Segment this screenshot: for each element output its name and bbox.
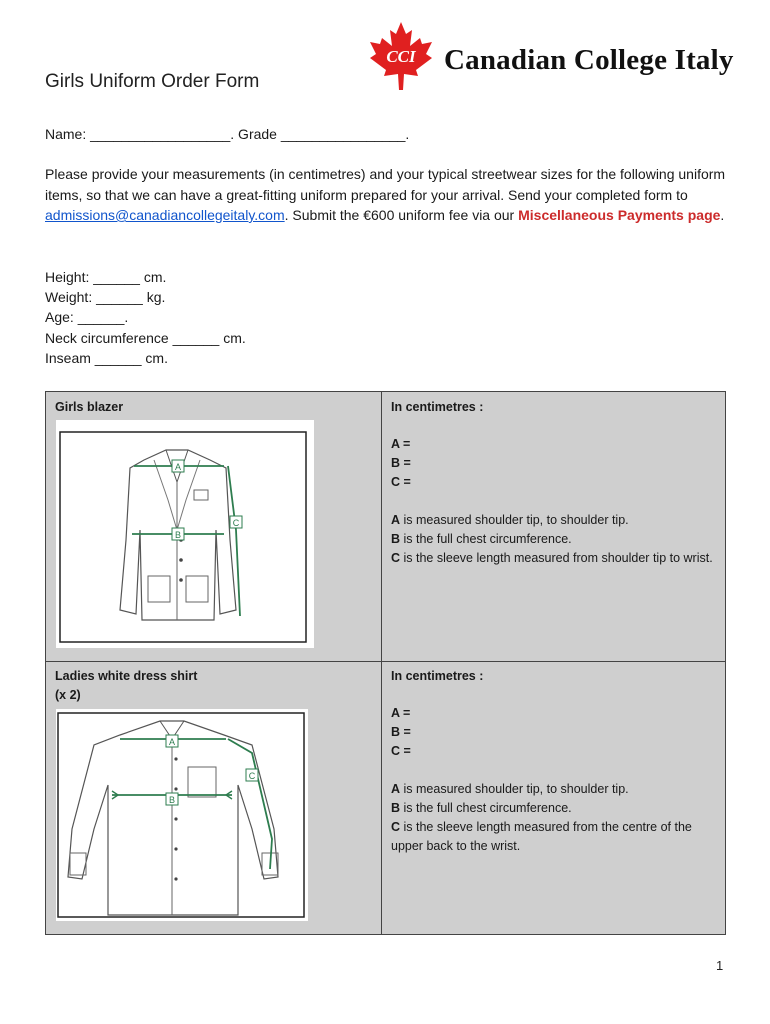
- desc-b-key: B: [391, 532, 401, 546]
- a-value: A =: [391, 706, 411, 720]
- measure-heading: In centimetres :: [391, 400, 484, 414]
- page-number: 1: [716, 958, 724, 973]
- b-value: B =: [391, 725, 411, 739]
- c-value: C =: [391, 744, 411, 758]
- desc-a: is measured shoulder tip, to shoulder tip.: [400, 782, 629, 796]
- a-value: A =: [391, 437, 411, 451]
- intro-paragraph: [45, 164, 735, 226]
- intro-text-2: . Submit the €600 uniform fee via our: [284, 207, 519, 223]
- blazer-illustration: [56, 420, 314, 648]
- intro-text-3: .: [720, 207, 725, 223]
- miscellaneous-payments-link[interactable]: Miscellaneous Payments page: [518, 207, 721, 223]
- marker-c: C: [232, 518, 240, 528]
- measure-heading: In centimetres :: [391, 669, 484, 683]
- marker-b: B: [168, 795, 176, 805]
- desc-a-key: A: [391, 513, 401, 527]
- shirt-diagram: [56, 709, 308, 921]
- blazer-diagram: [56, 420, 314, 648]
- desc-c-key: C: [391, 820, 401, 834]
- desc-b-key: B: [391, 801, 401, 815]
- marker-c: C: [248, 771, 256, 781]
- name-grade-line: Name: __________________. Grade ________________.: [45, 126, 410, 142]
- marker-b: B: [174, 530, 182, 540]
- desc-b: is the full chest circumference.: [400, 532, 572, 546]
- admissions-email-link[interactable]: admissions@canadiancollegeitaly.com: [45, 207, 285, 223]
- b-value: B =: [391, 456, 411, 470]
- logo-badge: CCI: [386, 47, 416, 66]
- shirt-illustration: [56, 709, 308, 921]
- form-title: Girls Uniform Order Form: [45, 71, 260, 92]
- desc-c: is the sleeve length measured from shoulder tip to wrist.: [400, 551, 713, 565]
- intro-text-1: Please provide your measurements (in centimetres) and your typical streetwear sizes for the following uniform items, so that we can have a great-fitting uniform prepared for your arrival. Send your completed form to: [45, 166, 726, 203]
- table-row-blazer: [46, 392, 725, 662]
- measure-description: [391, 511, 721, 568]
- neck-field: Neck circumference ______ cm.: [45, 330, 246, 346]
- marker-a: A: [174, 462, 182, 472]
- maple-leaf-icon: [368, 20, 434, 92]
- inseam-field: Inseam ______ cm.: [45, 350, 168, 366]
- table-row-shirt: [46, 663, 725, 934]
- desc-c-key: C: [391, 551, 401, 565]
- weight-field: Weight: ______ kg.: [45, 289, 166, 305]
- college-name: Canadian College Italy: [444, 44, 734, 76]
- uniform-table: [45, 391, 726, 935]
- c-value: C =: [391, 475, 411, 489]
- marker-a: A: [168, 737, 176, 747]
- measure-description: [391, 780, 721, 856]
- item-label: Ladies white dress shirt: [55, 669, 198, 683]
- desc-a: is measured shoulder tip, to shoulder tip.: [400, 513, 629, 527]
- college-logo: [368, 20, 734, 92]
- desc-a-key: A: [391, 782, 401, 796]
- item-quantity: (x 2): [55, 688, 81, 702]
- desc-c: is the sleeve length measured from the centre of the upper back to the wrist.: [391, 820, 692, 853]
- item-label: Girls blazer: [55, 400, 124, 414]
- age-field: Age: ______.: [45, 309, 129, 325]
- height-field: Height: ______ cm.: [45, 269, 167, 285]
- desc-b: is the full chest circumference.: [400, 801, 572, 815]
